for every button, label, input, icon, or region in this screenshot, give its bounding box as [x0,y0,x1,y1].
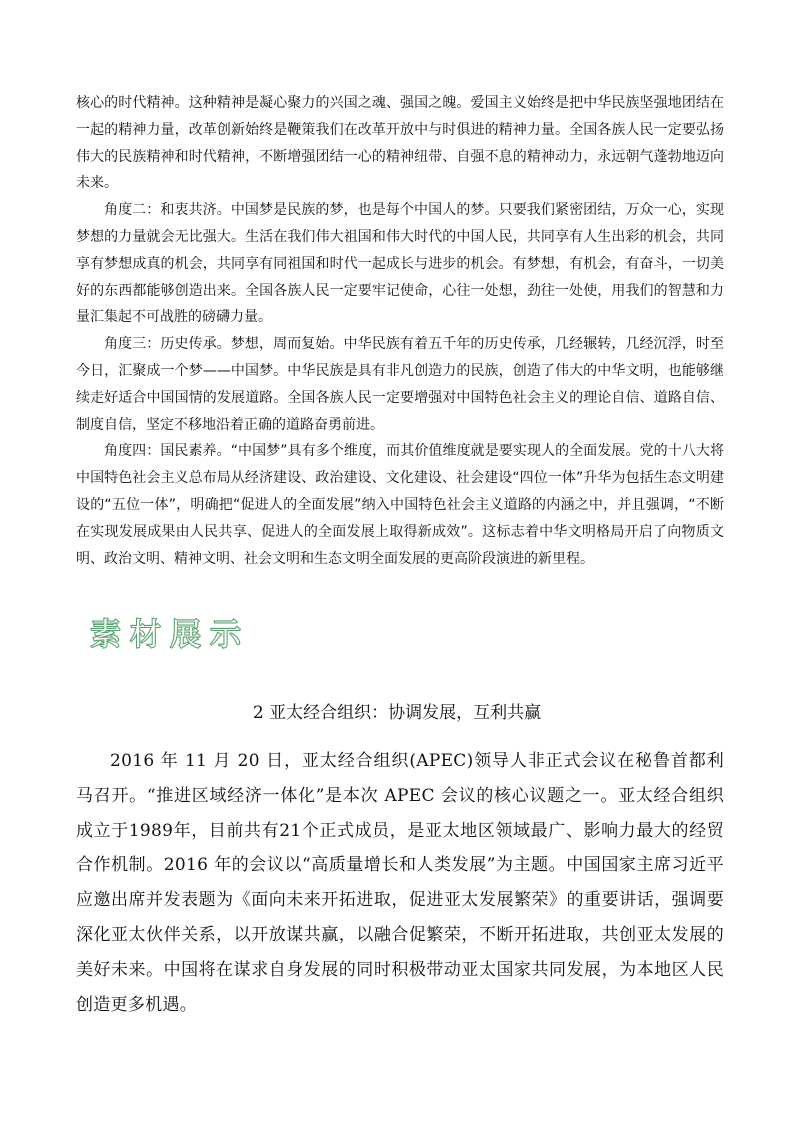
badge-char-3: 示 [210,617,241,653]
section-body-paragraph: 2016 年 11 月 20 日，亚太经合组织(APEC)领导人非正式会议在秘鲁首都利马召开。“推进区域经济一体化”是本次 APEC 会议的核心议题之一。亚太经合组织成立于1989年，目前共有21个正式成员，是亚太地区领域最广、影响力最大的经贸合作机制。2016 年的会议以“高质量增长和人类发展”为主题。中国国家主席习近平应邀出席并发表题为《面向未来开拓进取，促进亚太发展繁荣》的重要讲话，强调要深化亚太伙伴关系，以开放谋共赢，以融合促繁荣，不断开拓进取，共创亚太发展的美好未来。中国将在谋求自身发展的同时积极带动亚太国家共同发展，为本地区人民创造更多机遇。 [76,751,724,1015]
badge-char-0: 素 [90,617,121,653]
paragraph-1: 核心的时代精神。这种精神是凝心聚力的兴国之魂、强国之魄。爱国主义始终是把中华民族坚强地团结在一起的精神力量，改革创新始终是鞭策我们在改革开放中与时俱进的精神力量。全国各族人民一定要弘扬伟大的民族精神和时代精神，不断增强团结一心的精神纽带、自强不息的精神动力，永远朝气蓬勃地迈向未来。 [76,95,724,192]
paragraph-angle-2: 角度二：和衷共济。中国梦是民族的梦，也是每个中国人的梦。只要我们紧密团结，万众一心，实现梦想的力量就会无比强大。生活在我们伟大祖国和伟大时代的中国人民，共同享有人生出彩的机会，共同享有梦想成真的机会，共同享有同祖国和时代一起成长与进步的机会。有梦想，有机会，有奋斗，一切美好的东西都能够创造出来。全国各族人民一定要牢记使命，心往一处想，劲往一处使，用我们的智慧和力量汇集起不可战胜的磅礴力量。 [76,202,724,326]
section-body-block [76,744,724,1022]
section-title: 2 亚太经合组织：协调发展，互利共赢 [252,703,542,723]
paragraph-angle-4: 角度四：国民素养。“中国梦”具有多个维度，而其价值维度就是要实现人的全面发展。党的十八大将中国特色社会主义总布局从经济建设、政治建设、文化建设、社会建设“四位一体”升华为包括生态文明建设的“五位一体”，明确把“促进人的全面发展”纳入中国特色社会主义道路的内涵之中，并且强调，“不断在实现发展成果由人民共享、促进人的全面发展上取得新成效”。这标志着中华文明格局开启了向物质文明、政治文明、精神文明、社会文明和生态文明全面发展的更高阶段演进的新里程。 [76,443,724,567]
badge-char-2: 展 [170,617,201,653]
upper-text-block [76,90,724,572]
paragraph-angle-3: 角度三：历史传承。梦想，周而复始。中华民族有着五千年的历史传承，几经辗转，几经沉浮，时至今日，汇聚成一个梦——中国梦。中华民族是具有非凡创造力的民族，创造了伟大的中华文明，也能够继续走好适合中国国情的发展道路。全国各族人民一定要增强对中国特色社会主义的理论自信、道路自信、制度自信，坚定不移地沿着正确的道路奋勇前进。 [76,336,724,433]
material-showcase-badge [86,612,256,654]
badge-char-1: 材 [130,617,161,653]
material-showcase-badge-graphic [86,612,256,654]
